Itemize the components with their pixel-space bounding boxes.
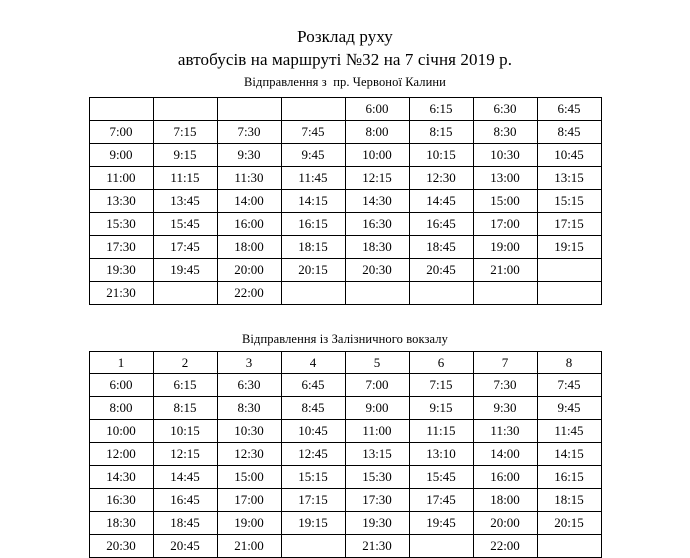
departure-time-cell: 20:45 — [409, 259, 473, 282]
departure-time-cell: 16:30 — [89, 489, 153, 512]
departure-time-cell: 12:45 — [281, 443, 345, 466]
departure-time-cell: 17:15 — [281, 489, 345, 512]
departure-time-cell: 6:45 — [537, 98, 601, 121]
departures-table-kalyna — [89, 97, 602, 305]
empty-cell — [153, 282, 217, 305]
departure-time-cell: 15:00 — [473, 190, 537, 213]
departure-time-cell: 6:45 — [281, 374, 345, 397]
departure-time-cell: 22:00 — [217, 282, 281, 305]
empty-cell — [473, 282, 537, 305]
departure-time-cell: 16:00 — [217, 213, 281, 236]
departure-time-cell: 18:30 — [345, 236, 409, 259]
departure-time-cell: 11:45 — [281, 167, 345, 190]
page-title-line-2: автобусів на маршруті №32 на 7 січня 2019 р. — [177, 50, 513, 69]
departure-time-cell: 6:15 — [153, 374, 217, 397]
departure-time-cell: 7:15 — [153, 121, 217, 144]
departure-time-cell: 7:15 — [409, 374, 473, 397]
departure-time-cell: 6:30 — [473, 98, 537, 121]
departure-time-cell: 17:30 — [89, 236, 153, 259]
departure-time-cell: 21:30 — [345, 535, 409, 558]
departure-time-cell: 18:45 — [153, 512, 217, 535]
departure-time-cell: 16:45 — [153, 489, 217, 512]
empty-cell — [409, 282, 473, 305]
departure-time-cell: 12:30 — [409, 167, 473, 190]
departure-time-cell: 19:45 — [409, 512, 473, 535]
departure-time-cell: 14:15 — [537, 443, 601, 466]
title-block — [0, 0, 690, 91]
departure-time-cell: 16:15 — [281, 213, 345, 236]
table-row — [89, 121, 601, 144]
table-2-body — [89, 352, 601, 558]
empty-cell — [537, 259, 601, 282]
departure-time-cell: 11:30 — [217, 167, 281, 190]
departure-time-cell: 17:45 — [153, 236, 217, 259]
departure-time-cell: 14:30 — [89, 466, 153, 489]
empty-cell — [281, 282, 345, 305]
page-title-line-1: Розклад руху — [297, 27, 393, 46]
departure-time-cell: 7:00 — [89, 121, 153, 144]
departure-time-cell: 16:00 — [473, 466, 537, 489]
departure-time-cell: 13:10 — [409, 443, 473, 466]
table-row — [89, 512, 601, 535]
departure-time-cell: 19:15 — [537, 236, 601, 259]
column-number-header: 2 — [153, 352, 217, 374]
departure-time-cell: 7:30 — [473, 374, 537, 397]
departure-time-cell: 10:30 — [217, 420, 281, 443]
departure-time-cell: 18:30 — [89, 512, 153, 535]
departures-table-railway-station — [89, 351, 602, 558]
departure-time-cell: 7:45 — [537, 374, 601, 397]
departure-time-cell: 9:45 — [537, 397, 601, 420]
table-row — [89, 374, 601, 397]
empty-cell — [537, 535, 601, 558]
departure-time-cell: 20:30 — [89, 535, 153, 558]
departure-time-cell: 10:15 — [153, 420, 217, 443]
departure-time-cell: 21:00 — [217, 535, 281, 558]
departure-time-cell: 19:30 — [89, 259, 153, 282]
table-1-caption: Відправлення з пр. Червоної Калини — [244, 75, 446, 89]
departure-time-cell: 11:00 — [89, 167, 153, 190]
table-row — [89, 489, 601, 512]
empty-cell — [537, 282, 601, 305]
departure-time-cell: 11:15 — [409, 420, 473, 443]
column-number-header: 7 — [473, 352, 537, 374]
departure-time-cell: 10:30 — [473, 144, 537, 167]
departure-time-cell: 16:45 — [409, 213, 473, 236]
departure-time-cell: 11:30 — [473, 420, 537, 443]
table-1-wrapper — [0, 97, 690, 305]
departure-time-cell: 7:00 — [345, 374, 409, 397]
departure-time-cell: 8:00 — [345, 121, 409, 144]
departure-time-cell: 15:30 — [89, 213, 153, 236]
empty-cell — [409, 535, 473, 558]
departure-time-cell: 7:45 — [281, 121, 345, 144]
departure-time-cell: 20:15 — [281, 259, 345, 282]
departure-time-cell: 12:30 — [217, 443, 281, 466]
empty-cell — [281, 535, 345, 558]
departure-time-cell: 9:00 — [89, 144, 153, 167]
departure-time-cell: 10:45 — [537, 144, 601, 167]
departure-time-cell: 12:15 — [345, 167, 409, 190]
empty-cell — [153, 98, 217, 121]
departure-time-cell: 11:15 — [153, 167, 217, 190]
departure-time-cell: 10:00 — [89, 420, 153, 443]
departure-time-cell: 8:45 — [537, 121, 601, 144]
column-number-header: 4 — [281, 352, 345, 374]
departure-time-cell: 9:15 — [153, 144, 217, 167]
departure-time-cell: 13:15 — [537, 167, 601, 190]
table-row — [89, 98, 601, 121]
table-row — [89, 144, 601, 167]
column-number-header: 1 — [89, 352, 153, 374]
table-2-caption: Відправлення із Залізничного вокзалу — [242, 332, 448, 346]
departure-time-cell: 21:00 — [473, 259, 537, 282]
departure-time-cell: 13:30 — [89, 190, 153, 213]
departure-time-cell: 13:00 — [473, 167, 537, 190]
departure-time-cell: 13:15 — [345, 443, 409, 466]
departure-time-cell: 15:00 — [217, 466, 281, 489]
departure-time-cell: 16:15 — [537, 466, 601, 489]
departure-time-cell: 6:15 — [409, 98, 473, 121]
departure-time-cell: 14:45 — [409, 190, 473, 213]
empty-cell — [281, 98, 345, 121]
departure-time-cell: 12:00 — [89, 443, 153, 466]
table-row — [89, 282, 601, 305]
departure-time-cell: 18:45 — [409, 236, 473, 259]
departure-time-cell: 19:00 — [217, 512, 281, 535]
departure-time-cell: 17:45 — [409, 489, 473, 512]
departure-time-cell: 15:45 — [153, 213, 217, 236]
departure-time-cell: 17:15 — [537, 213, 601, 236]
departure-time-cell: 16:30 — [345, 213, 409, 236]
departure-time-cell: 15:45 — [409, 466, 473, 489]
departure-time-cell: 21:30 — [89, 282, 153, 305]
departure-time-cell: 20:30 — [345, 259, 409, 282]
departure-time-cell: 11:45 — [537, 420, 601, 443]
departure-time-cell: 14:30 — [345, 190, 409, 213]
departure-time-cell: 14:00 — [217, 190, 281, 213]
departure-time-cell: 9:30 — [473, 397, 537, 420]
departure-time-cell: 6:30 — [217, 374, 281, 397]
table-header-row — [89, 352, 601, 374]
departure-time-cell: 20:45 — [153, 535, 217, 558]
departure-time-cell: 20:00 — [473, 512, 537, 535]
departure-time-cell: 22:00 — [473, 535, 537, 558]
departure-time-cell: 7:30 — [217, 121, 281, 144]
table-row — [89, 236, 601, 259]
departure-time-cell: 15:15 — [281, 466, 345, 489]
departure-time-cell: 6:00 — [89, 374, 153, 397]
departure-time-cell: 8:45 — [281, 397, 345, 420]
departure-time-cell: 18:15 — [537, 489, 601, 512]
departure-time-cell: 14:45 — [153, 466, 217, 489]
departure-time-cell: 9:30 — [217, 144, 281, 167]
departure-time-cell: 12:15 — [153, 443, 217, 466]
departure-time-cell: 8:15 — [409, 121, 473, 144]
departure-time-cell: 19:45 — [153, 259, 217, 282]
departure-time-cell: 14:15 — [281, 190, 345, 213]
table-row — [89, 535, 601, 558]
table-row — [89, 397, 601, 420]
departure-time-cell: 8:30 — [473, 121, 537, 144]
departure-time-cell: 19:30 — [345, 512, 409, 535]
table-row — [89, 443, 601, 466]
departure-time-cell: 8:30 — [217, 397, 281, 420]
departure-time-cell: 8:00 — [89, 397, 153, 420]
departure-time-cell: 9:45 — [281, 144, 345, 167]
departure-time-cell: 13:45 — [153, 190, 217, 213]
table-row — [89, 167, 601, 190]
departure-time-cell: 15:30 — [345, 466, 409, 489]
departure-time-cell: 14:00 — [473, 443, 537, 466]
departure-time-cell: 9:15 — [409, 397, 473, 420]
departure-time-cell: 18:00 — [473, 489, 537, 512]
empty-cell — [345, 282, 409, 305]
departure-time-cell: 20:00 — [217, 259, 281, 282]
departure-time-cell: 9:00 — [345, 397, 409, 420]
table-row — [89, 213, 601, 236]
empty-cell — [217, 98, 281, 121]
departure-time-cell: 17:00 — [473, 213, 537, 236]
departure-time-cell: 10:15 — [409, 144, 473, 167]
departure-time-cell: 17:30 — [345, 489, 409, 512]
departure-time-cell: 11:00 — [345, 420, 409, 443]
table-row — [89, 466, 601, 489]
departure-time-cell: 19:00 — [473, 236, 537, 259]
departure-time-cell: 19:15 — [281, 512, 345, 535]
table-row — [89, 190, 601, 213]
departure-time-cell: 17:00 — [217, 489, 281, 512]
departure-time-cell: 18:00 — [217, 236, 281, 259]
table-row — [89, 259, 601, 282]
departure-time-cell: 10:00 — [345, 144, 409, 167]
departure-time-cell: 10:45 — [281, 420, 345, 443]
table-row — [89, 420, 601, 443]
table-1-body — [89, 98, 601, 305]
column-number-header: 5 — [345, 352, 409, 374]
column-number-header: 6 — [409, 352, 473, 374]
departure-time-cell: 8:15 — [153, 397, 217, 420]
departure-time-cell: 6:00 — [345, 98, 409, 121]
departure-time-cell: 20:15 — [537, 512, 601, 535]
empty-cell — [89, 98, 153, 121]
departure-time-cell: 18:15 — [281, 236, 345, 259]
column-number-header: 8 — [537, 352, 601, 374]
departure-time-cell: 15:15 — [537, 190, 601, 213]
column-number-header: 3 — [217, 352, 281, 374]
